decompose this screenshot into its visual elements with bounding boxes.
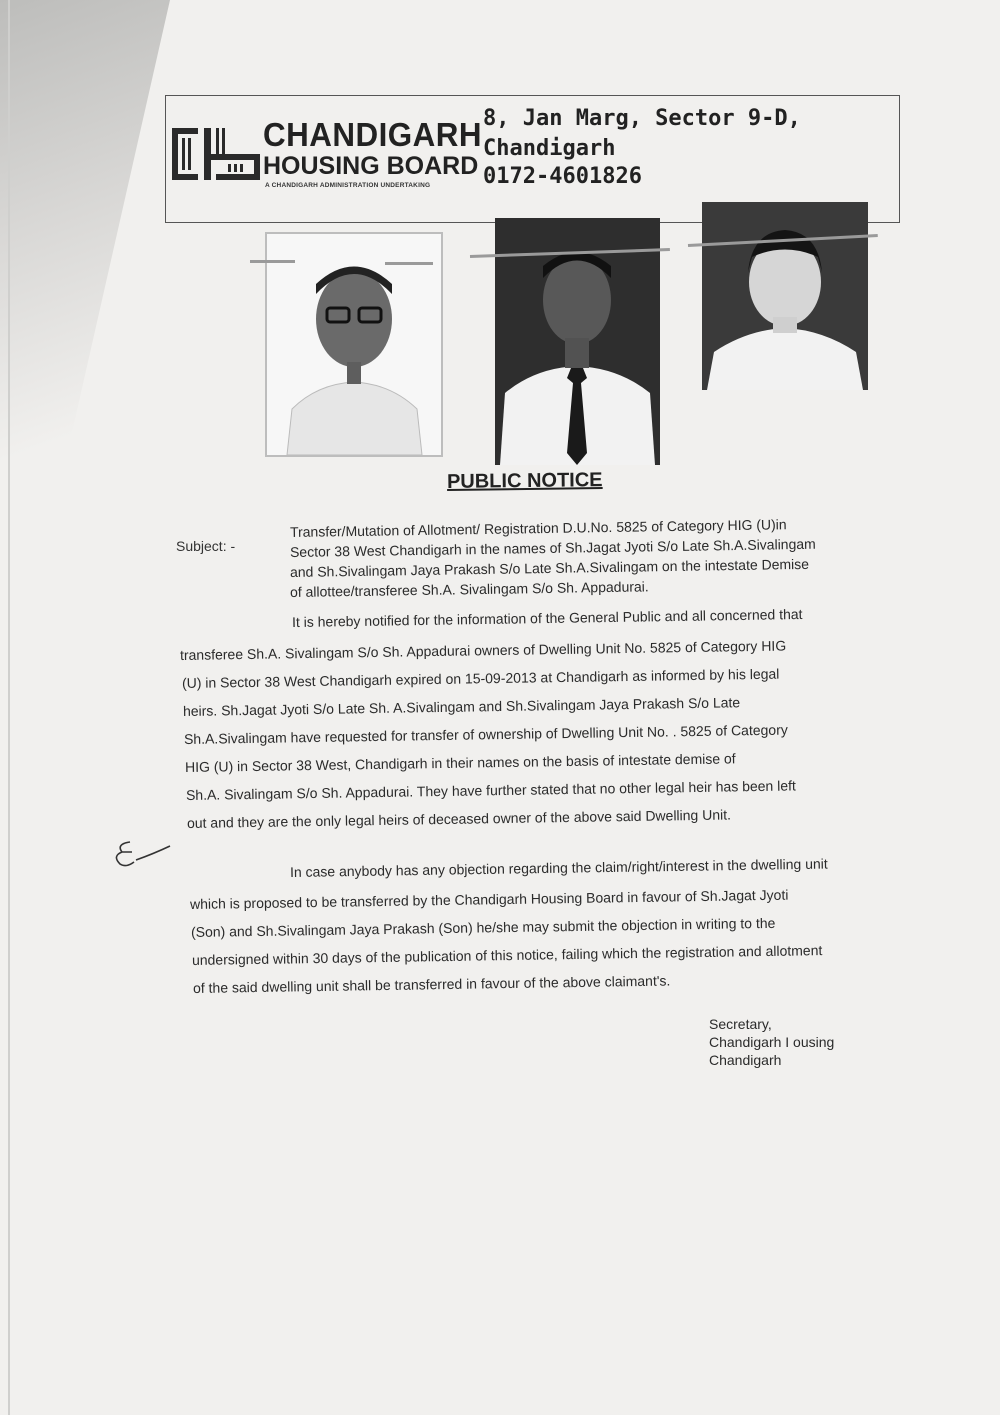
signatory-org: Chandigarh I ousing (709, 1034, 835, 1050)
signatory-title: Secretary, (709, 1016, 772, 1032)
paragraph-1-line: Sh.A. Sivalingam S/o Sh. Appadurai. They have further stated that no other legal heir has been left (185, 777, 796, 803)
photo-allottee (265, 232, 443, 457)
address-line1: 8, Jan Marg, Sector 9-D, (483, 106, 801, 131)
brand-name-line1: CHANDIGARH (263, 116, 482, 153)
subject-line: of allottee/transferee Sh.A. Sivalingam S/o Sh. Appadurai. (289, 578, 649, 600)
folded-page-corner (0, 0, 170, 600)
brand-name-line2: HOUSING BOARD (263, 152, 479, 180)
paragraph-1-line: It is hereby notified for the information of the General Public and all concerned that (291, 605, 803, 630)
paragraph-1-line: heirs. Sh.Jagat Jyoti S/o Late Sh. A.Sivalingam and Sh.Sivalingam Jaya Prakash S/o Late (182, 694, 741, 719)
address-line2: Chandigarh (483, 136, 616, 161)
subject-line: Sector 38 West Chandigarh in the names of Sh.Jagat Jyoti S/o Late Sh.A.Sivalingam (289, 535, 816, 560)
signatory-city: Chandigarh (709, 1052, 782, 1068)
paragraph-2-line: In case anybody has any objection regarding the claim/right/interest in the dwelling unit (289, 855, 828, 880)
paragraph-2-line: which is proposed to be transferred by the Chandigarh Housing Board in favour of Sh.Jagat Jyoti (189, 886, 789, 912)
subject-line: Transfer/Mutation of Allotment/ Registration D.U.No. 5825 of Category HIG (U)in (289, 516, 787, 540)
paragraph-1-line: out and they are the only legal heirs of deceased owner of the above said Dwelling Unit. (186, 806, 732, 831)
paragraph-1-line: HIG (U) in Sector 38 West, Chandigarh in their names on the basis of intestate demise of (184, 750, 736, 775)
scan-edge (8, 0, 10, 1415)
phone-number: 0172-4601826 (483, 164, 642, 189)
subject-line: and Sh.Sivalingam Jaya Prakash S/o Late Sh.A.Sivalingam on the intestate Demise (289, 555, 810, 580)
photo-claimant-2 (702, 202, 868, 390)
chb-logo-icon (170, 124, 262, 184)
handwritten-initial-mark (108, 836, 178, 876)
paragraph-2-line: of the said dwelling unit shall be transferred in favour of the above claimant's. (192, 972, 671, 996)
staple-pin (385, 262, 433, 265)
subject-label: Subject: - (176, 538, 236, 554)
notice-title: PUBLIC NOTICE (446, 469, 603, 493)
paragraph-2-line: undersigned within 30 days of the publication of this notice, failing which the registration and allotment (191, 942, 823, 968)
brand-tagline: A CHANDIGARH ADMINISTRATION UNDERTAKING (265, 182, 431, 189)
paragraph-1-line: Sh.A.Sivalingam have requested for transfer of ownership of Dwelling Unit No. . 5825 of Category (183, 721, 788, 747)
paragraph-2-line: (Son) and Sh.Sivalingam Jaya Prakash (Son) he/she may submit the objection in writing to the (190, 914, 776, 940)
staple-pin (250, 260, 295, 263)
paragraph-1-line: transferee Sh.A. Sivalingam S/o Sh. Appadurai owners of Dwelling Unit No. 5825 of Category HIG (179, 637, 787, 663)
paragraph-1-line: (U) in Sector 38 West Chandigarh expired on 15-09-2013 at Chandigarh as informed by his legal (181, 665, 780, 691)
